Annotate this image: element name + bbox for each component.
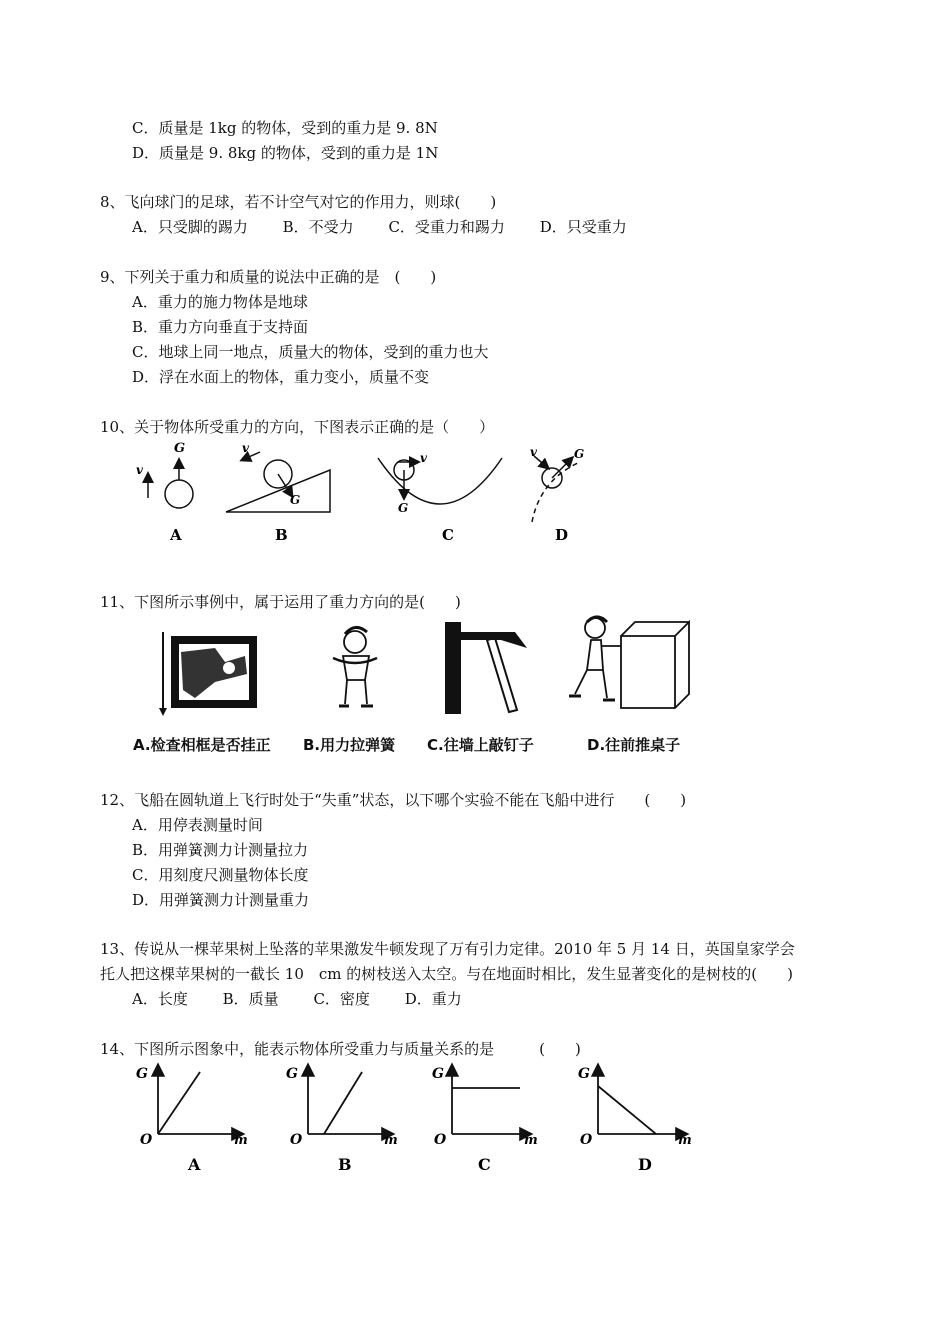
q13-option-a: A．长度 — [132, 990, 188, 1008]
q10-a-g: G — [174, 441, 186, 456]
q11-figure-a — [159, 632, 257, 716]
q9-option-a: A．重力的施力物体是地球 — [132, 293, 308, 311]
q10-label-d: D — [555, 526, 569, 544]
q10-figure — [130, 440, 610, 550]
q9-option-c: C．地球上同一地点，质量大的物体，受到的重力也大 — [132, 343, 489, 361]
q14-graph-c — [432, 1066, 538, 1174]
svg-text:G: G — [578, 1066, 590, 1082]
q14-figure — [130, 1060, 710, 1180]
q12-option-d: D．用弹簧测力计测量重力 — [132, 891, 310, 909]
q9-option-b: B．重力方向垂直于支持面 — [132, 318, 309, 336]
q13-options — [132, 989, 492, 1009]
svg-text:G: G — [432, 1066, 444, 1082]
q10-stem: 10、关于物体所受重力的方向，下图表示正确的是（ ） — [100, 418, 495, 436]
svg-text:G: G — [136, 1066, 148, 1082]
svg-text:O: O — [434, 1132, 447, 1148]
q9-stem: 9、下列关于重力和质量的说法中正确的是 ( ) — [100, 268, 437, 286]
q10-figure-b — [226, 441, 330, 544]
q10-c-v: v — [420, 451, 427, 465]
q9-option-d: D．浮在水面上的物体，重力变小，质量不变 — [132, 368, 430, 386]
q11-caption-c: C.往墙上敲钉子 — [427, 736, 534, 754]
q10-figure-a — [136, 441, 193, 544]
q11-figure-b — [333, 627, 377, 706]
q10-label-b: B — [275, 526, 288, 544]
q14-graph-a — [136, 1066, 248, 1174]
svg-text:O: O — [580, 1132, 593, 1148]
q10-label-a: A — [170, 526, 182, 544]
q11-stem: 11、下图所示事例中，属于运用了重力方向的是( ) — [100, 593, 461, 611]
q14-graph-b — [286, 1066, 398, 1174]
q14-stem: 14、下图所示图象中，能表示物体所受重力与质量关系的是 ( ) — [100, 1040, 581, 1058]
q10-label-c: C — [442, 526, 454, 544]
q14-graph-d — [578, 1066, 692, 1174]
q13-stem-line2: 托人把这棵苹果树的一截长 10 cm 的树枝送入太空。与在地面时相比，发生显著变化的是树枝的( ) — [100, 965, 793, 983]
q14-label-b: B — [338, 1155, 352, 1174]
q8-option-a: A．只受脚的踢力 — [132, 218, 248, 236]
svg-text:m: m — [524, 1133, 538, 1148]
q8-option-d: D．只受重力 — [539, 218, 627, 236]
svg-text:O: O — [290, 1132, 303, 1148]
q12-stem: 12、飞船在圆轨道上飞行时处于“失重”状态，以下哪个实验不能在飞船中进行 ( ) — [100, 791, 687, 809]
q10-figure-c — [378, 451, 502, 544]
q11-caption-d: D.往前推桌子 — [587, 736, 681, 754]
q10-b-v: v — [242, 441, 249, 455]
q11-figure — [155, 612, 715, 722]
svg-text:O: O — [140, 1132, 153, 1148]
q10-d-g: G — [574, 447, 585, 461]
q11-figure-d — [569, 617, 689, 708]
q13-option-d: D．重力 — [404, 990, 462, 1008]
q10-a-v: v — [136, 463, 143, 477]
q10-d-v: v — [530, 445, 537, 459]
q12-option-a: A．用停表测量时间 — [132, 816, 263, 834]
q8-stem: 8、飞向球门的足球，若不计空气对它的作用力，则球( ) — [100, 193, 497, 211]
svg-text:m: m — [384, 1133, 398, 1148]
q8-option-b: B．不受力 — [282, 218, 354, 236]
q11-caption-a: A.检查相框是否挂正 — [133, 736, 271, 754]
q12-option-c: C．用刻度尺测量物体长度 — [132, 866, 309, 884]
q14-label-d: D — [638, 1155, 652, 1174]
q10-b-g: G — [290, 493, 301, 507]
q13-stem-line1: 13、传说从一棵苹果树上坠落的苹果激发牛顿发现了万有引力定律。2010 年 5 月 14 日，英国皇家学会 — [100, 940, 795, 958]
q10-figure-d — [530, 445, 584, 544]
svg-text:m: m — [678, 1133, 692, 1148]
q8-options — [132, 217, 657, 237]
q8-option-c: C．受重力和踢力 — [388, 218, 505, 236]
q11-caption-b: B.用力拉弹簧 — [303, 736, 396, 754]
q7-option-d: D．质量是 9. 8kg 的物体，受到的重力是 1N — [132, 144, 439, 162]
q13-option-b: B．质量 — [222, 990, 279, 1008]
svg-text:G: G — [286, 1066, 298, 1082]
q14-label-a: A — [188, 1155, 201, 1174]
q7-option-c: C．质量是 1kg 的物体，受到的重力是 9. 8N — [132, 119, 438, 137]
q14-label-c: C — [478, 1155, 491, 1174]
q13-option-c: C．密度 — [313, 990, 370, 1008]
q12-option-b: B．用弹簧测力计测量拉力 — [132, 841, 309, 859]
q10-c-g: G — [398, 501, 409, 515]
svg-text:m: m — [234, 1133, 248, 1148]
q11-figure-c — [445, 622, 527, 714]
